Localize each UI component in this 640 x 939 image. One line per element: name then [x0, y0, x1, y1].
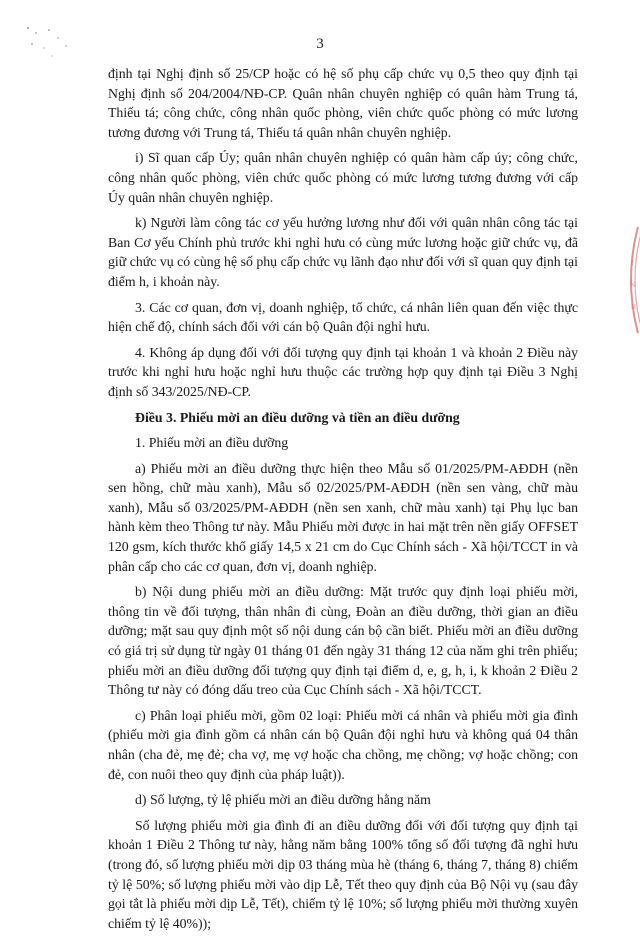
paragraph-item-c: c) Phân loại phiếu mời, gồm 02 loại: Phiếu mời cá nhân và phiếu mời gia đình (phiếu mời gia đình gồm cá nhân cán bộ Quân đội nghỉ hưu và không quá 04 thân nhân (cha đẻ, mẹ đẻ; cha vợ, mẹ vợ hoặc cha chồng, mẹ chồng; vợ hoặc chồng; con đẻ, con nuôi theo quy định của pháp luật)). — [108, 707, 578, 782]
paragraph-item-i: i) Sĩ quan cấp Úy; quân nhân chuyên nghiệp có quân hàm cấp úy; công chức, công nhân quốc phòng, viên chức quốc phòng có mức lương tương đương với cấp Úy quân nhân chuyên nghiệp. — [108, 150, 578, 205]
section-1-title: 1. Phiếu mời an điều dưỡng — [135, 435, 289, 451]
paragraph-clause-3: 3. Các cơ quan, đơn vị, doanh nghiệp, tổ chức, cá nhân liên quan đến việc thực hiện chế độ, chính sách đối với cán bộ Quân đội nghỉ hưu. — [108, 299, 578, 335]
red-seal-edge-icon — [620, 225, 640, 335]
paragraph-item-d: d) Số lượng, tỷ lệ phiếu mời an điều dưỡng hằng năm — [135, 792, 431, 808]
paragraph-continuation: định tại Nghị định số 25/CP hoặc có hệ số phụ cấp chức vụ 0,5 theo quy định tại Nghị định số 204/2004/NĐ-CP. Quân nhân chuyên nghiệp có quân hàm Trung tá, Thiếu tá; công chức, công nhân quốc phòng, viên chức quốc phòng có mức lương tương đương với Trung tá, Thiếu tá quân nhân chuyên nghiệp. — [108, 66, 578, 140]
paragraph-item-b: b) Nội dung phiếu mời an điều dưỡng: Mặt trước quy định loại phiếu mời, thông tin về đối tượng, thân nhân đi cùng, Đoàn an điều dưỡng, thời gian an điều dưỡng; mặt sau quy định một số nội dung cán bộ cần biết. Phiếu mời an điều dưỡng có giá trị sử dụng từ ngày 01 tháng 01 đến ngày 31 tháng 12 của năm ghi trên phiếu; phiếu mời an điều dưỡng đối tượng quy định tại điểm d, e, g, h, i, k khoản 2 Điều 2 Thông tư này có đóng dấu treo của Cục Chính sách - Xã hội/TCCT. — [108, 584, 578, 698]
page-number: 3 — [316, 36, 324, 52]
svg-text:I: I — [631, 259, 634, 267]
svg-text:N: N — [630, 281, 636, 289]
paragraph-item-a: a) Phiếu mời an điều dưỡng thực hiện theo Mẫu số 01/2025/PM-AĐDH (nền sen hồng, chữ màu xanh), Mẫu số 02/2025/PM-AĐDH (nền sen vàng, chữ màu xanh), Mẫu số 03/2025/PM-AĐDH (nền sen xanh, chữ màu xanh) tại Phụ lục ban hành kèm theo Thông tư này. Mẫu Phiếu mời được in hai mặt trên nền giấy OFFSET 120 gsm, kích thước khổ giấy 14,5 x 21 cm do Cục Chính sách - Xã hội/TCCT in và phân cấp cho các cơ quan, đơn vị, doanh nghiệp. — [108, 460, 578, 574]
article-3-heading: Điều 3. Phiếu mời an điều dưỡng và tiền an điều dưỡng — [135, 409, 460, 425]
paragraph-item-k: k) Người làm công tác cơ yếu hưởng lương như đối với quân nhân công tác tại Ban Cơ yếu Chính phủ trước khi nghỉ hưu có cùng mức lương hoặc giữ chức vụ, đã giữ chức vụ có cùng hệ số phụ cấp chức vụ lãnh đạo như đối với sĩ quan quy định tại điểm h, i khoản này. — [108, 215, 578, 289]
paragraph-quantity: Số lượng phiếu mời gia đình đi an điều dưỡng đối với đối tượng quy định tại khoản 1 Điều 2 Thông tư này, hằng năm bằng 100% tổng số đối tượng đã nghỉ hưu (trong đó, số lượng phiếu mời dịp 03 tháng mùa hè (tháng 6, tháng 7, tháng 8) chiếm tỷ lệ 50%; số lượng phiếu mời vào dịp Lễ, Tết theo quy định của Bộ Nội vụ (sau đây gọi tắt là phiếu mời dịp Lễ, Tết), chiếm tỷ lệ 10%; số lượng phiếu mời thường xuyên chiếm tỷ lệ 40%)); — [108, 817, 578, 931]
svg-text:H: H — [631, 303, 637, 311]
paragraph-clause-4: 4. Không áp dụng đối với đối tượng quy định tại khoản 1 và khoản 2 Điều này trước khi nghỉ hưu hoặc nghỉ hưu thuộc các trường hợp quy định tại Điều 3 Nghị định số 343/2025/NĐ-CP. — [108, 344, 578, 399]
document-body — [108, 64, 578, 939]
